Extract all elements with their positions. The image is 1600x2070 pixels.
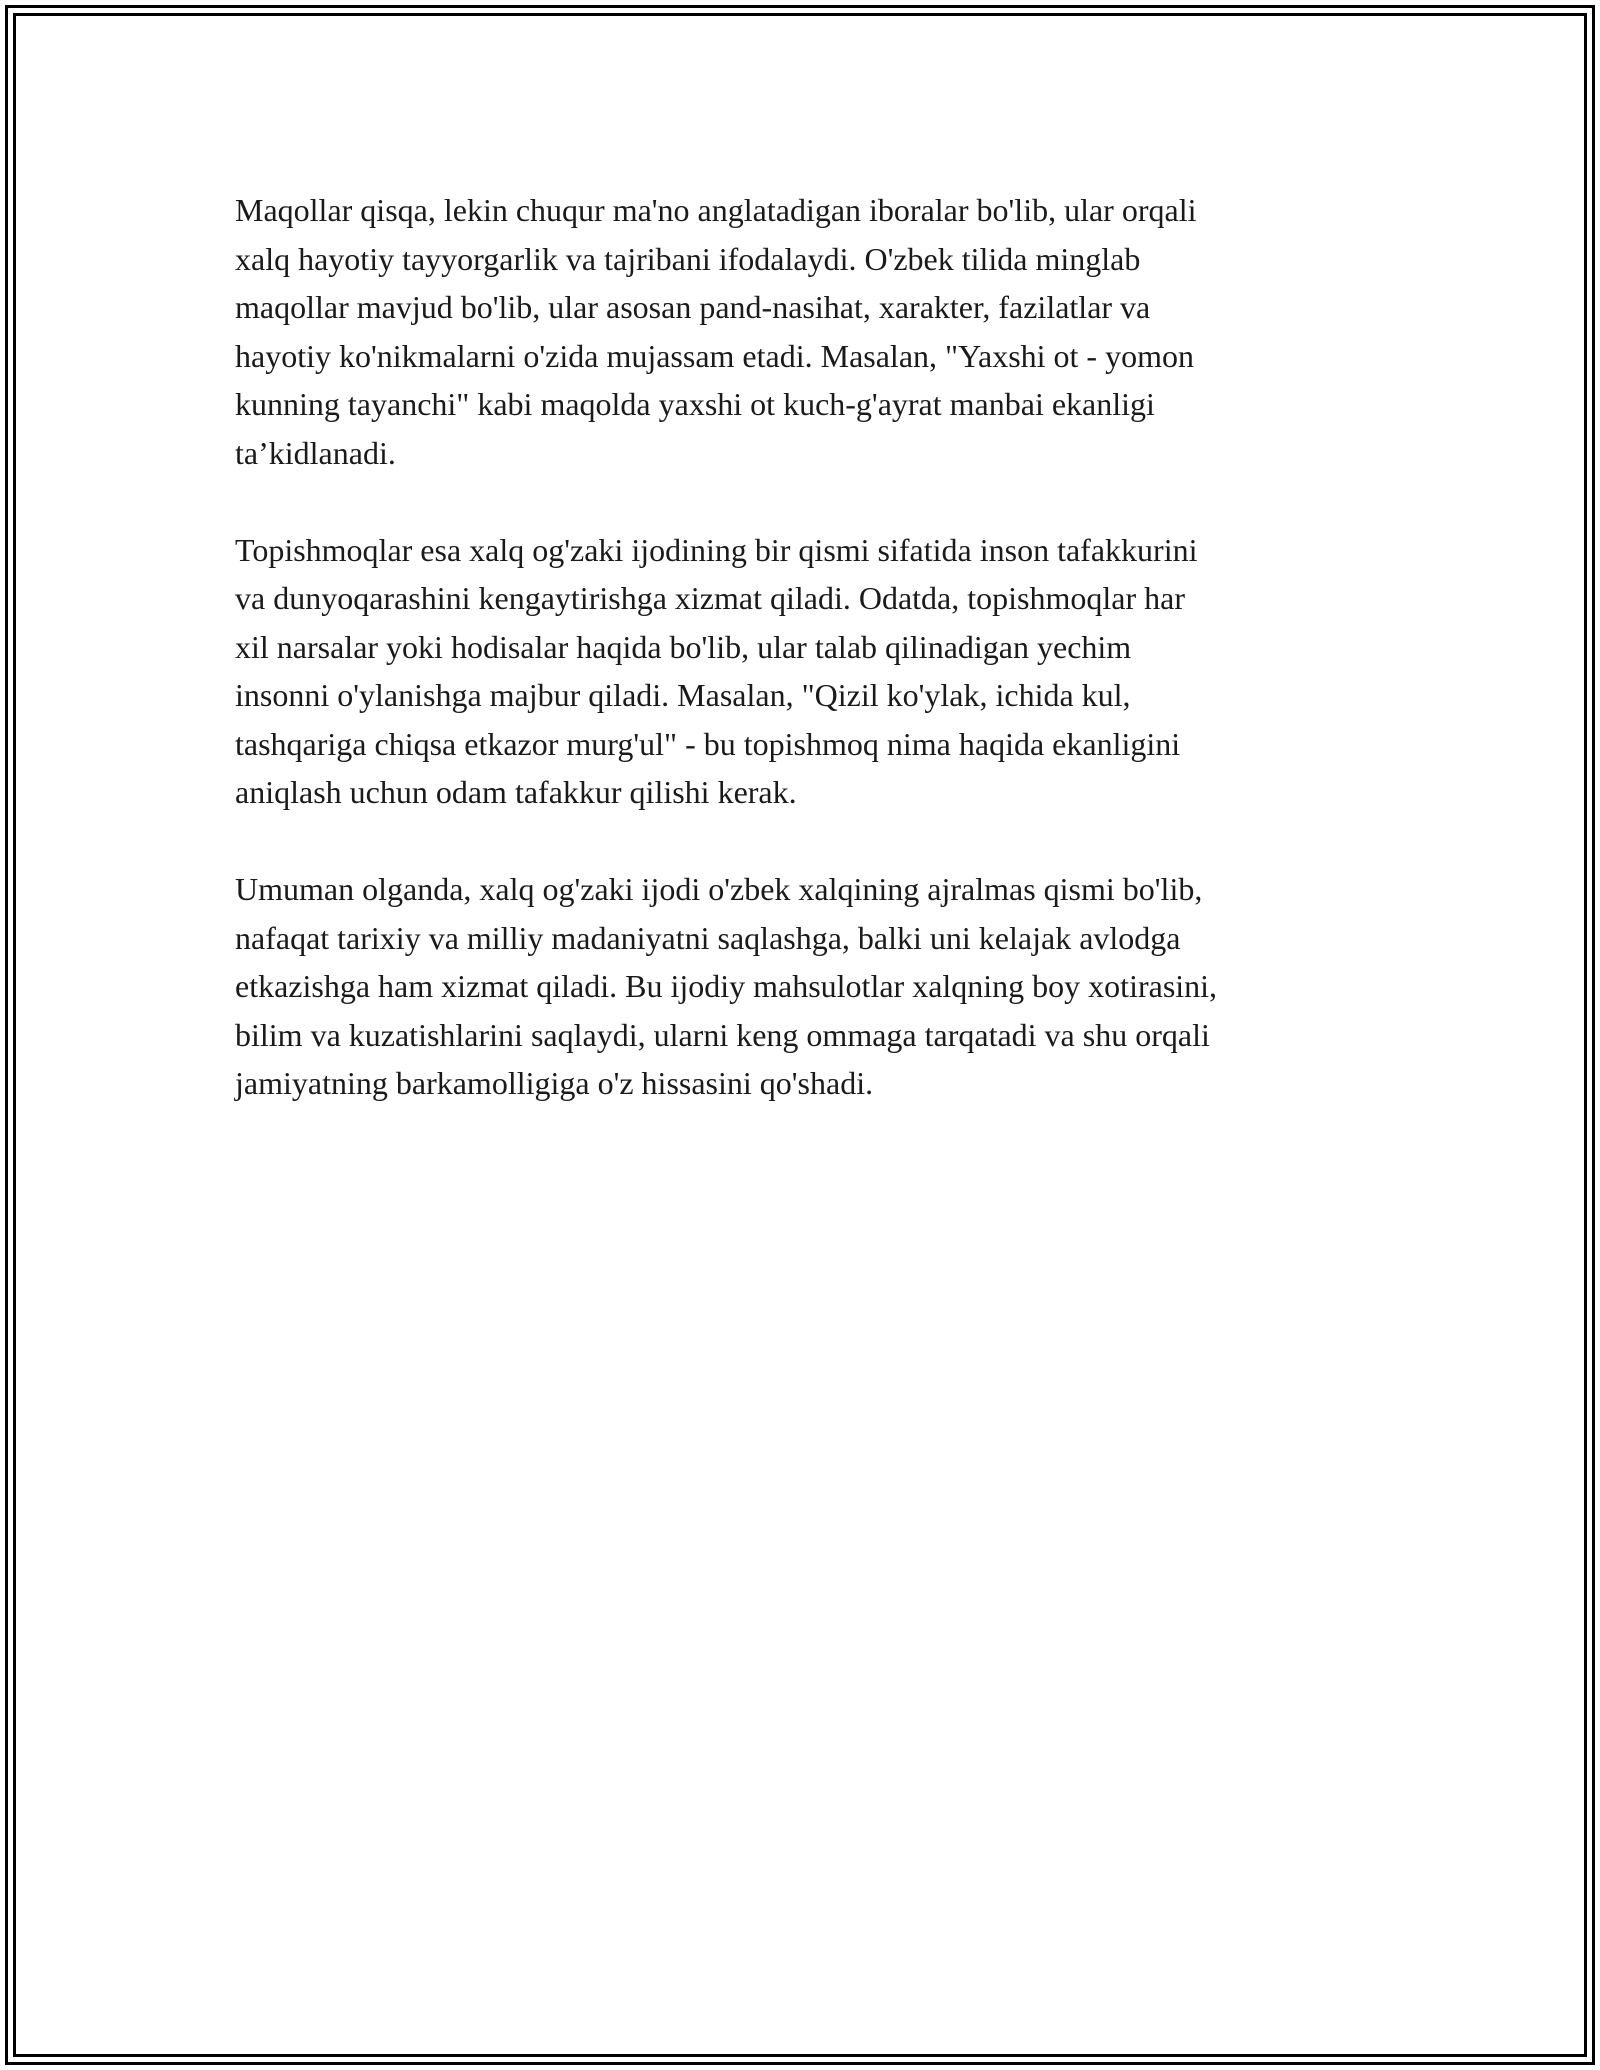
document-body xyxy=(235,186,1365,1156)
text-line: Umuman olganda, xalq og'zaki ijodi o'zbek xalqining ajralmas qismi bo'lib, xyxy=(235,871,1203,907)
text-line: bilim va kuzatishlarini saqlaydi, ularni keng ommaga tarqatadi va shu orqali xyxy=(235,1016,1210,1053)
text-line: aniqlash uchun odam tafakkur qilishi kerak. xyxy=(235,774,797,810)
paragraph-proverbs xyxy=(235,186,1365,477)
text-line: jamiyatning barkamolligiga o'z hissasini qo'shadi. xyxy=(235,1065,874,1101)
text-line: va dunyoqarashini kengaytirishga xizmat qiladi. Odatda, topishmoqlar har xyxy=(235,580,1185,616)
text-line: insonni o'ylanishga majbur qiladi. Masalan, "Qizil ko'ylak, ichida kul, xyxy=(235,677,1131,713)
text-line: etkazishga ham xizmat qiladi. Bu ijodiy mahsulotlar xalqning boy xotirasini, xyxy=(235,968,1218,1004)
text-line: kunning tayanchi" kabi maqolda yaxshi ot kuch-g'ayrat manbai ekanligi xyxy=(235,386,1155,422)
paragraph-conclusion xyxy=(235,865,1365,1108)
text-line: xil narsalar yoki hodisalar haqida bo'lib, ular talab qilinadigan yechim xyxy=(235,628,1132,665)
text-line: Maqollar qisqa, lekin chuqur ma'no anglatadigan iboralar bo'lib, ular orqali xyxy=(235,192,1197,228)
text-line: ta’kidlanadi. xyxy=(235,434,396,471)
paragraph-riddles xyxy=(235,526,1365,817)
text-line: xalq hayotiy tayyorgarlik va tajribani ifodalaydi. O'zbek tilida minglab xyxy=(235,240,1141,277)
text-line: maqollar mavjud bo'lib, ular asosan pand-nasihat, xarakter, fazilatlar va xyxy=(235,289,1151,325)
text-line: tashqariga chiqsa etkazor murg'ul" - bu topishmoq nima haqida ekanligini xyxy=(235,725,1181,762)
text-line: Topishmoqlar esa xalq og'zaki ijodining bir qismi sifatida inson tafakkurini xyxy=(235,531,1198,568)
text-line: hayotiy ko'nikmalarni o'zida mujassam etadi. Masalan, "Yaxshi ot - yomon xyxy=(235,337,1194,374)
text-line: nafaqat tarixiy va milliy madaniyatni saqlashga, balki uni kelajak avlodga xyxy=(235,919,1181,956)
